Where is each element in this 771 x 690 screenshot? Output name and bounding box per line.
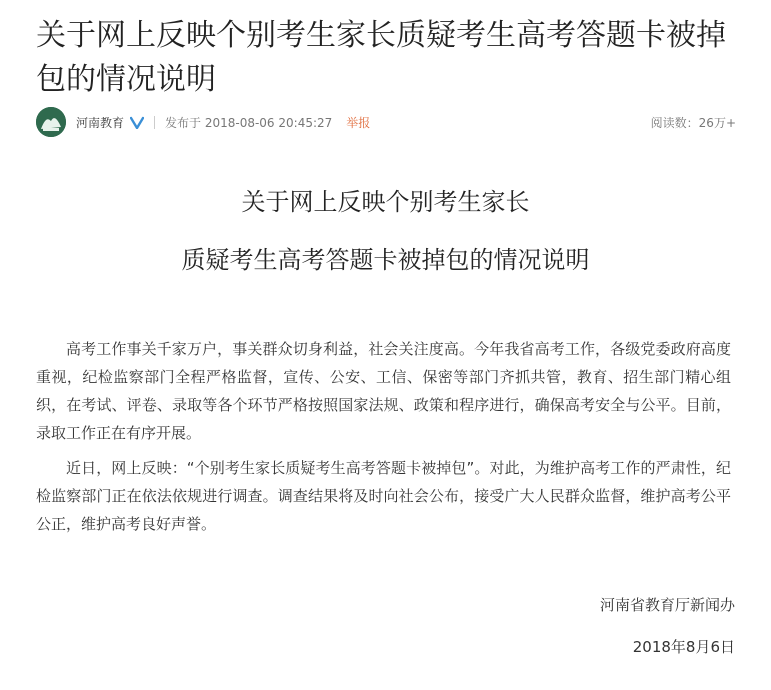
article-headline: 关于网上反映个别考生家长质疑考生高考答题卡被掉包的情况说明 [36, 18, 726, 97]
article-meta-bar [36, 106, 736, 138]
avatar-icon[interactable] [36, 107, 66, 137]
paragraph-2: 近日，网上反映：“个别考生家长质疑考生高考答题卡被掉包”。对此，为维护高考工作的严肃性，纪检监察部门正在依法依规进行调查。调查结果将及时向社会公布，接受广大人民群众监督，维护高考公平公正，维护高考良好声誉。 [36, 459, 731, 533]
signature: 河南省教育厅新闻办 [599, 596, 735, 614]
report-link[interactable]: 举报 [346, 115, 371, 130]
document-title-line-1: 关于网上反映个别考生家长 [241, 188, 530, 216]
author-name[interactable]: 河南教育 [76, 115, 125, 130]
document-date: 2018年8月6日 [632, 638, 735, 656]
divider [154, 116, 155, 129]
verified-icon [130, 115, 144, 129]
paragraph-1: 高考工作事关千家万户，事关群众切身利益，社会关注度高。今年我省高考工作，各级党委政府高度重视，纪检监察部门全程严格监督，宣传、公安、工信、保密等部门齐抓共管，教育、招生部门精心组织，在考试、评卷、录取等各个环节严格按照国家法规、政策和程序进行，确保高考安全与公平。目前，录取工作正在有序开展。 [36, 340, 731, 442]
read-count: 阅读数：26万+ [650, 115, 736, 130]
publish-time: 发布于 2018-08-06 20:45:27 [165, 115, 333, 130]
document-title-line-2: 质疑考生高考答题卡被掉包的情况说明 [181, 246, 590, 274]
